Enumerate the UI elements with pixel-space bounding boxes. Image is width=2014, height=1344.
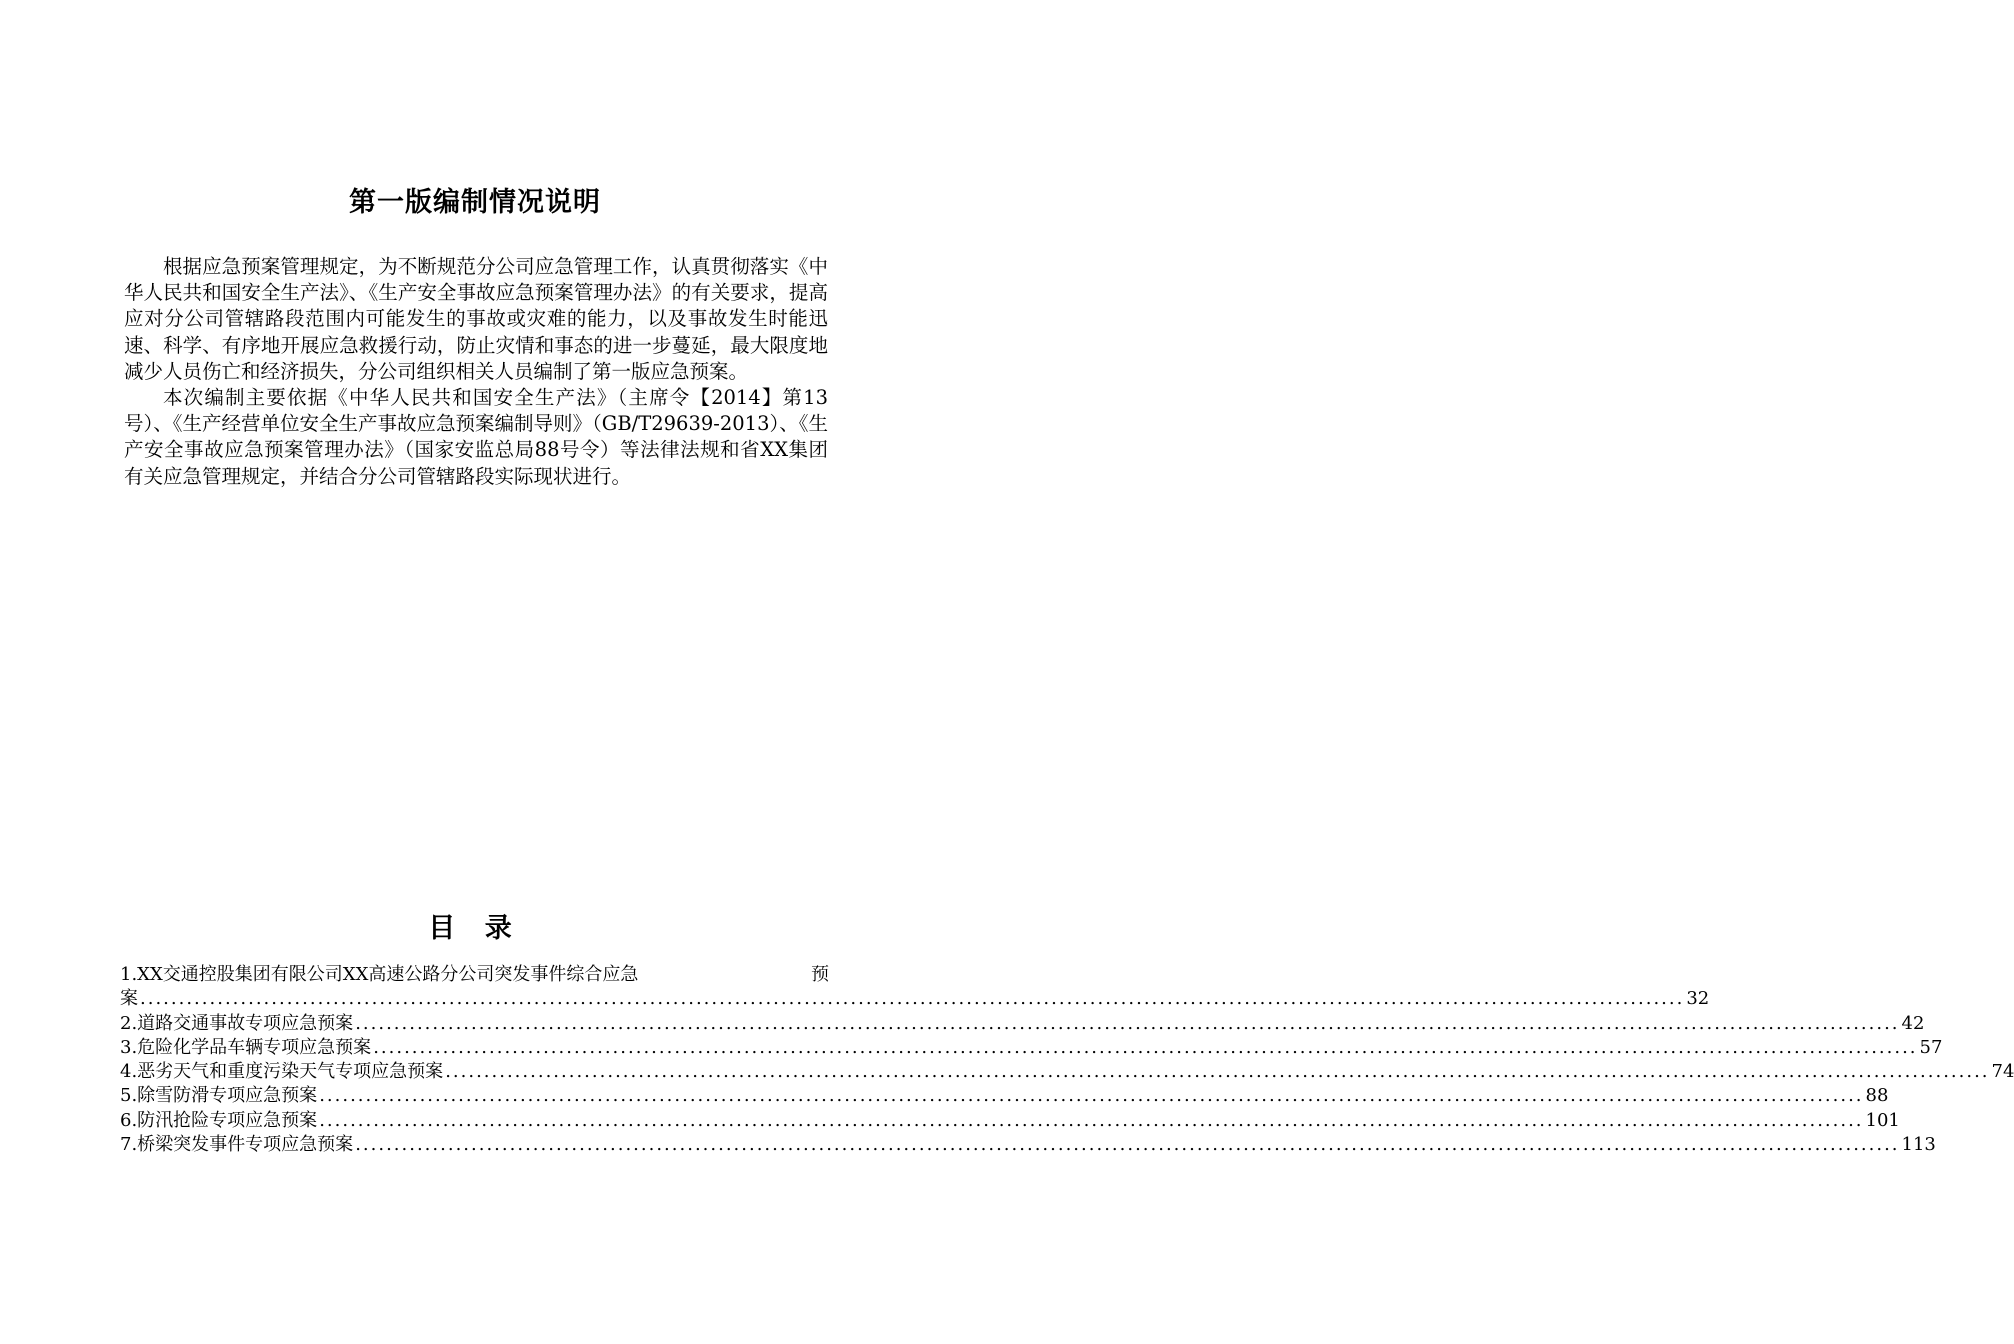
toc-page-number: 57 — [1919, 1036, 1943, 1058]
toc-entry-text: 7.桥梁突发事件专项应急预案 — [120, 1134, 354, 1156]
toc-entry-6[interactable] — [120, 1109, 1900, 1133]
toc-entry-1-line1[interactable] — [120, 963, 829, 987]
toc-leader-dots: ........................................................................................................................................................................................................ — [445, 1061, 1990, 1083]
toc-page-number: 88 — [1865, 1085, 1889, 1107]
toc-entry-2[interactable] — [120, 1012, 1925, 1036]
toc-entry-text: 6.防汛抢险专项应急预案 — [120, 1109, 318, 1131]
toc-leader-dots: ........................................................................................................................................................................................................ — [319, 1085, 1864, 1107]
toc-leader-dots: ........................................................................................................................................................................................................ — [355, 1134, 1900, 1156]
toc-leader-dots: ........................................................................................................................................................................................................ — [140, 988, 1685, 1010]
body-text — [124, 254, 828, 490]
toc-entry-text: 4.恶劣天气和重度污染天气专项应急预案 — [120, 1061, 444, 1083]
toc-entry-4[interactable] — [120, 1060, 2014, 1084]
table-of-contents — [120, 963, 2014, 1157]
toc-title: 目 录 — [428, 913, 522, 944]
toc-entry-text: 1.XX交通控股集团有限公司XX高速公路分公司突发事件综合应急 — [120, 964, 639, 985]
toc-leader-dots: ........................................................................................................................................................................................................ — [355, 1012, 1900, 1034]
paragraph-1: 根据应急预案管理规定，为不断规范分公司应急管理工作，认真贯彻落实《中华人民共和国安全生产法》、《生产安全事故应急预案管理办法》的有关要求，提高应对分公司管辖路段范围内可能发生的事故或灾难的能力，以及事故发生时能迅速、科学、有序地开展应急救援行动，防止灾情和事态的进一步蔓延，最大限度地减少人员伤亡和经济损失，分公司组织相关人员编制了第一版应急预案。 — [124, 255, 828, 383]
toc-entry-text: 5.除雪防滑专项应急预案 — [120, 1085, 318, 1107]
toc-page-number: 32 — [1686, 988, 1710, 1010]
toc-entry-7[interactable] — [120, 1133, 1936, 1157]
toc-page-number: 74 — [1991, 1061, 2014, 1083]
toc-page-number: 42 — [1901, 1012, 1925, 1034]
toc-entry-text: 2.道路交通事故专项应急预案 — [120, 1012, 354, 1034]
document-title: 第一版编制情况说明 — [349, 187, 601, 218]
toc-entry-text-tail: 预 — [811, 964, 829, 985]
toc-entry-1[interactable] — [120, 987, 1710, 1011]
toc-entry-text: 3.危险化学品车辆专项应急预案 — [120, 1036, 372, 1058]
toc-leader-dots: ........................................................................................................................................................................................................ — [373, 1036, 1918, 1058]
paragraph-2: 本次编制主要依据《中华人民共和国安全生产法》（主席令【2014】第13号）、《生产经营单位安全生产事故应急预案编制导则》（GB/T29639-2013）、《生产安全事故应急预案管理办法》（国家安监总局88号令）等法律法规和省XX集团有关应急管理规定，并结合分公司管辖路段实际现状进行。 — [124, 386, 828, 488]
toc-leader-dots: ........................................................................................................................................................................................................ — [319, 1109, 1864, 1131]
toc-page-number: 113 — [1901, 1134, 1936, 1156]
toc-entry-text: 案 — [120, 988, 138, 1010]
toc-page-number: 101 — [1865, 1109, 1900, 1131]
toc-entry-3[interactable] — [120, 1036, 1943, 1060]
toc-entry-5[interactable] — [120, 1084, 1889, 1108]
